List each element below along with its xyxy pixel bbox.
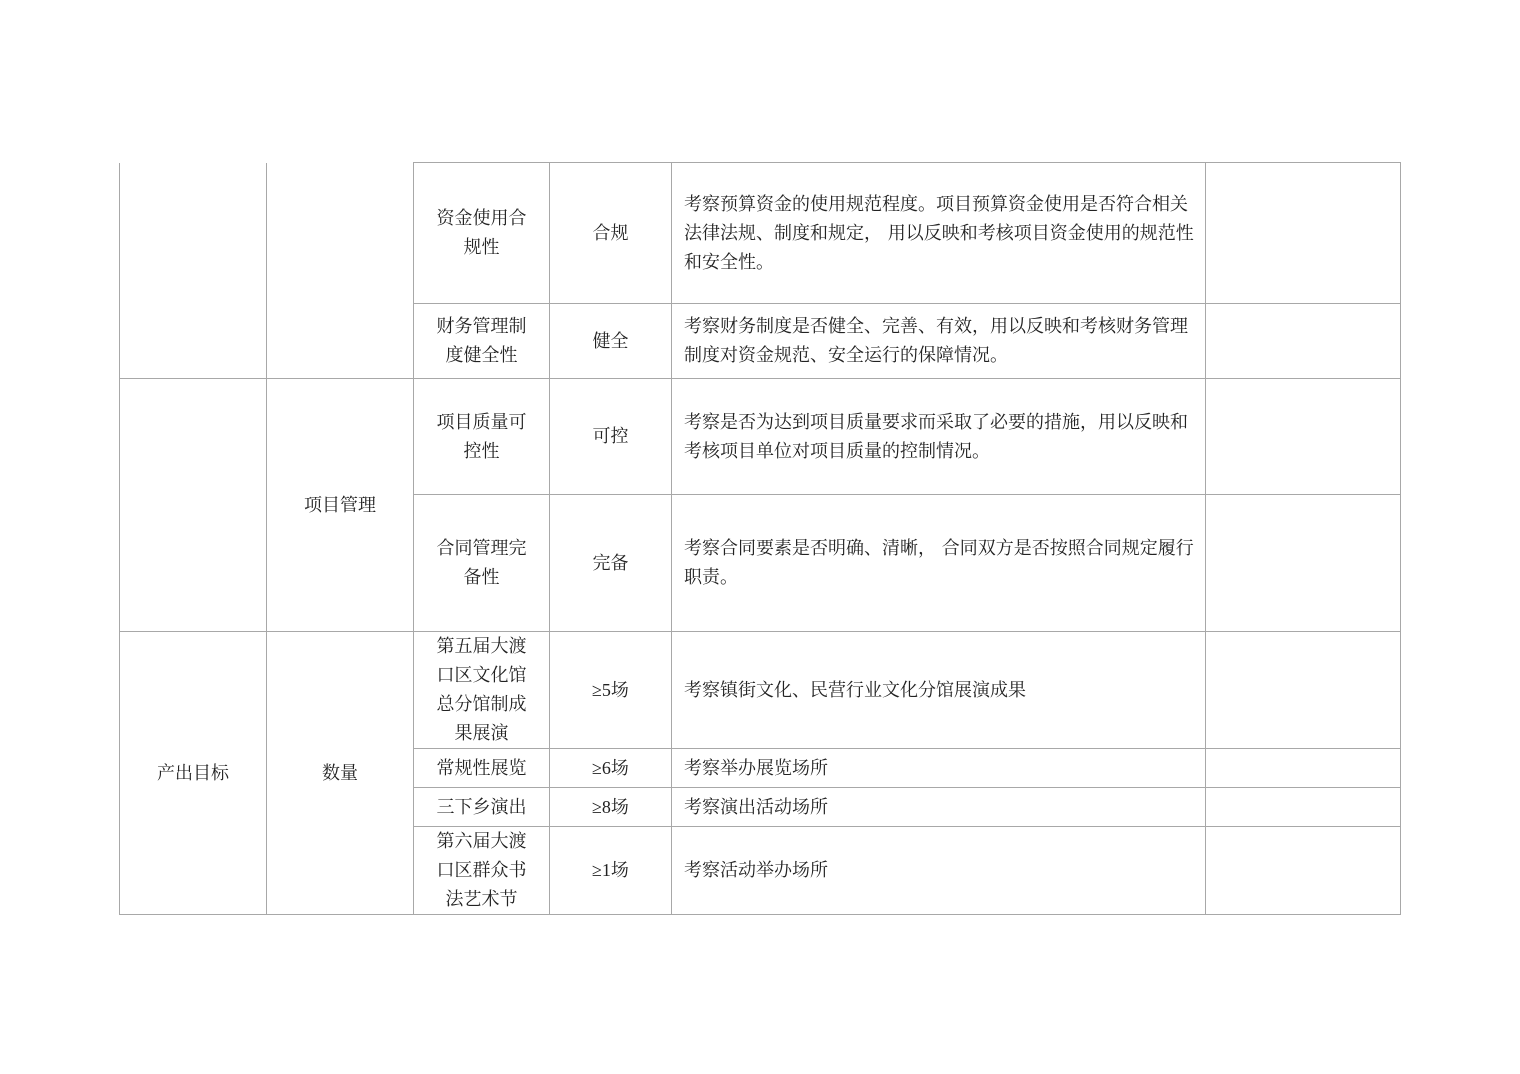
indicator-cell — [414, 749, 550, 788]
score-cell — [1206, 632, 1401, 749]
level2-cell-continued — [267, 163, 414, 379]
description-cell — [672, 827, 1206, 915]
indicator-cell — [414, 379, 550, 495]
description-text: 考察演出活动场所 — [684, 796, 828, 818]
table-row — [120, 632, 1401, 749]
target-value: ≥1场 — [592, 860, 629, 880]
description-cell — [672, 304, 1206, 379]
group-label-quantity: 数量 — [322, 762, 358, 784]
indicator-label: 常规性展览 — [436, 757, 527, 779]
indicator-label: 项目质量可控性 — [436, 411, 527, 462]
description-cell — [672, 495, 1206, 632]
description-text: 考察财务制度是否健全、完善、有效，用以反映和考核财务管理制度对资金规范、安全运行的保障情况。 — [684, 316, 1188, 366]
target-value: ≥6场 — [592, 757, 629, 778]
score-cell — [1206, 304, 1401, 379]
score-cell — [1206, 749, 1401, 788]
value-cell — [550, 304, 672, 379]
description-text: 考察举办展览场所 — [684, 757, 828, 779]
score-cell — [1206, 163, 1401, 304]
value-cell — [550, 827, 672, 915]
description-text: 考察合同要素是否明确、清晰， 合同双方是否按照合同规定履行职责。 — [684, 538, 1194, 588]
target-value: 完备 — [592, 552, 629, 574]
indicator-cell — [414, 788, 550, 827]
level1-cell — [120, 632, 267, 915]
description-text: 考察镇街文化、民营行业文化分馆展演成果 — [684, 679, 1026, 701]
indicator-label: 第五届大渡口区文化馆总分馆制成果展演 — [436, 636, 527, 744]
value-cell — [550, 163, 672, 304]
description-text: 考察是否为达到项目质量要求而采取了必要的措施，用以反映和考核项目单位对项目质量的控制情况。 — [684, 411, 1188, 462]
target-value: ≥5场 — [592, 679, 629, 700]
value-cell — [550, 788, 672, 827]
indicator-cell — [414, 304, 550, 379]
target-value: 健全 — [592, 330, 629, 352]
indicator-label: 财务管理制度健全性 — [436, 316, 527, 366]
indicator-cell — [414, 163, 550, 304]
indicator-cell — [414, 632, 550, 749]
description-text: 考察预算资金的使用规范程度。项目预算资金使用是否符合相关法律法规、制度和规定， 用以反映和考核项目资金使用的规范性和安全性。 — [684, 193, 1194, 273]
performance-indicator-table — [119, 162, 1401, 915]
indicator-label: 资金使用合规性 — [436, 208, 527, 258]
value-cell — [550, 632, 672, 749]
table-row — [120, 379, 1401, 495]
level2-cell — [267, 632, 414, 915]
table-row — [120, 163, 1401, 304]
group-label-output-target: 产出目标 — [157, 762, 229, 784]
group-cell — [267, 379, 414, 632]
description-cell — [672, 379, 1206, 495]
description-cell — [672, 749, 1206, 788]
score-cell — [1206, 495, 1401, 632]
description-cell — [672, 163, 1206, 304]
indicator-label: 三下乡演出 — [436, 796, 527, 818]
value-cell — [550, 749, 672, 788]
description-cell — [672, 788, 1206, 827]
level1-cell-continued — [120, 163, 267, 379]
value-cell — [550, 495, 672, 632]
description-text: 考察活动举办场所 — [684, 860, 828, 881]
description-cell — [672, 632, 1206, 749]
target-value: ≥8场 — [592, 796, 629, 817]
indicator-label: 第六届大渡口区群众书法艺术节 — [436, 831, 527, 910]
score-cell — [1206, 788, 1401, 827]
target-value: 可控 — [592, 426, 629, 447]
score-cell — [1206, 379, 1401, 495]
target-value: 合规 — [592, 222, 629, 244]
level1-cell-blank — [120, 379, 267, 632]
indicator-label: 合同管理完备性 — [436, 538, 527, 588]
score-cell — [1206, 827, 1401, 915]
indicator-cell — [414, 495, 550, 632]
value-cell — [550, 379, 672, 495]
indicator-cell — [414, 827, 550, 915]
group-label-project-management: 项目管理 — [304, 494, 376, 516]
